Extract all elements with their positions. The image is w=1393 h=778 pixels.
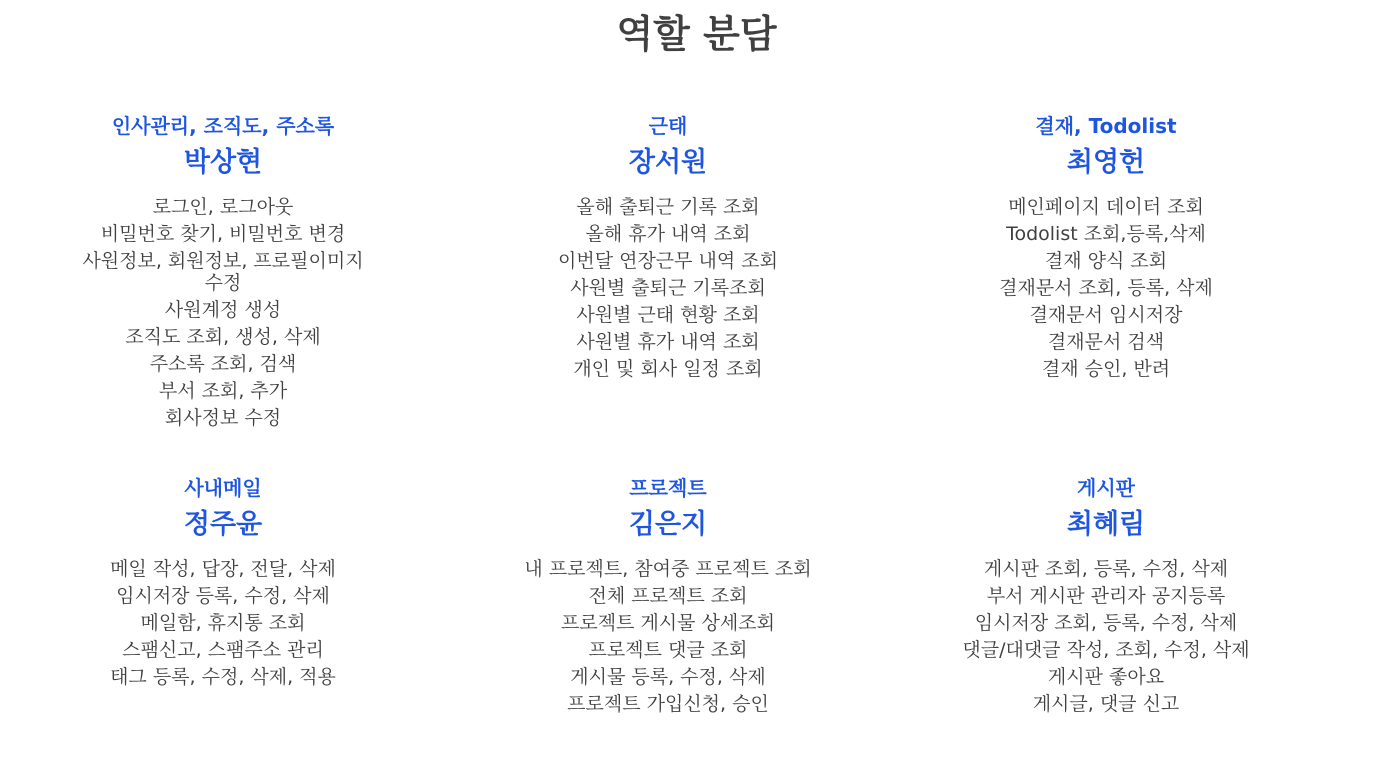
member-name: 박상현 — [183, 147, 263, 178]
role-card-mail — [73, 474, 373, 693]
role-label: 사내메일 — [184, 476, 262, 500]
role-label: 프로젝트 — [629, 476, 707, 500]
task-item: 결재문서 임시저장 — [1029, 304, 1183, 326]
task-item: 메인페이지 데이터 조회 — [1008, 196, 1204, 218]
page-title: 역할 분담 — [616, 12, 777, 56]
task-item: 결재문서 조회, 등록, 삭제 — [999, 277, 1213, 299]
role-label: 인사관리, 조직도, 주소록 — [111, 114, 335, 138]
task-item: 게시물 등록, 수정, 삭제 — [570, 666, 766, 688]
member-name: 김은지 — [628, 509, 708, 540]
task-item: 댓글/대댓글 작성, 조회, 수정, 삭제 — [962, 639, 1250, 661]
task-item: 결재문서 검색 — [1047, 331, 1165, 353]
task-item: 사원정보, 회원정보, 프로필이미지 수정 — [82, 250, 364, 294]
task-item: 프로젝트 게시물 상세조회 — [561, 612, 775, 634]
role-card-hr — [73, 112, 373, 434]
task-item: 이번달 연장근무 내역 조회 — [557, 250, 778, 272]
task-item: 메일 작성, 답장, 전달, 삭제 — [110, 558, 336, 580]
task-item: 로그인, 로그아웃 — [152, 196, 294, 218]
member-name: 정주윤 — [183, 509, 263, 540]
member-name: 장서원 — [628, 147, 708, 178]
task-item: 비밀번호 찾기, 비밀번호 변경 — [100, 223, 346, 245]
task-item: 메일함, 휴지통 조회 — [140, 612, 306, 634]
role-card-attendance — [518, 112, 818, 385]
role-label: 근태 — [648, 114, 688, 138]
task-item: 결재 승인, 반려 — [1041, 358, 1171, 380]
member-name: 최혜림 — [1066, 509, 1146, 540]
role-label: 게시판 — [1077, 476, 1135, 500]
task-item: 부서 조회, 추가 — [158, 380, 288, 402]
role-card-project — [518, 474, 818, 720]
task-item: 올해 출퇴근 기록 조회 — [576, 196, 760, 218]
task-list — [518, 558, 818, 715]
task-item: 부서 게시판 관리자 공지등록 — [986, 585, 1226, 607]
task-item: 임시저장 등록, 수정, 삭제 — [116, 585, 330, 607]
task-item: 게시글, 댓글 신고 — [1032, 693, 1180, 715]
task-item: 개인 및 회사 일정 조회 — [573, 358, 763, 380]
role-label: 결재, Todolist — [1035, 114, 1177, 138]
task-list — [73, 196, 373, 429]
task-list — [956, 558, 1256, 715]
task-item: 사원별 출퇴근 기록조회 — [570, 277, 766, 299]
task-item: Todolist 조회,등록,삭제 — [1006, 223, 1206, 245]
task-item: 게시판 좋아요 — [1047, 666, 1165, 688]
task-item: 스팸신고, 스팸주소 관리 — [122, 639, 324, 661]
member-name: 최영헌 — [1066, 147, 1146, 178]
task-list — [73, 558, 373, 688]
task-item: 태그 등록, 수정, 삭제, 적용 — [110, 666, 336, 688]
task-item: 프로젝트 가입신청, 승인 — [567, 693, 769, 715]
task-list — [518, 196, 818, 380]
task-item: 사원계정 생성 — [164, 299, 282, 321]
task-item: 사원별 근태 현황 조회 — [576, 304, 760, 326]
task-item: 사원별 휴가 내역 조회 — [576, 331, 760, 353]
role-card-board — [956, 474, 1256, 720]
task-item: 결재 양식 조회 — [1044, 250, 1168, 272]
task-list — [956, 196, 1256, 380]
task-item: 회사정보 수정 — [164, 407, 282, 429]
task-item: 전체 프로젝트 조회 — [588, 585, 748, 607]
task-item: 프로젝트 댓글 조회 — [588, 639, 748, 661]
task-item: 내 프로젝트, 참여중 프로젝트 조회 — [524, 558, 812, 580]
task-item: 조직도 조회, 생성, 삭제 — [125, 326, 321, 348]
task-item: 올해 휴가 내역 조회 — [585, 223, 751, 245]
role-card-approval — [956, 112, 1256, 385]
task-item: 게시판 조회, 등록, 수정, 삭제 — [983, 558, 1229, 580]
task-item: 주소록 조회, 검색 — [149, 353, 297, 375]
task-item: 임시저장 조회, 등록, 수정, 삭제 — [974, 612, 1238, 634]
